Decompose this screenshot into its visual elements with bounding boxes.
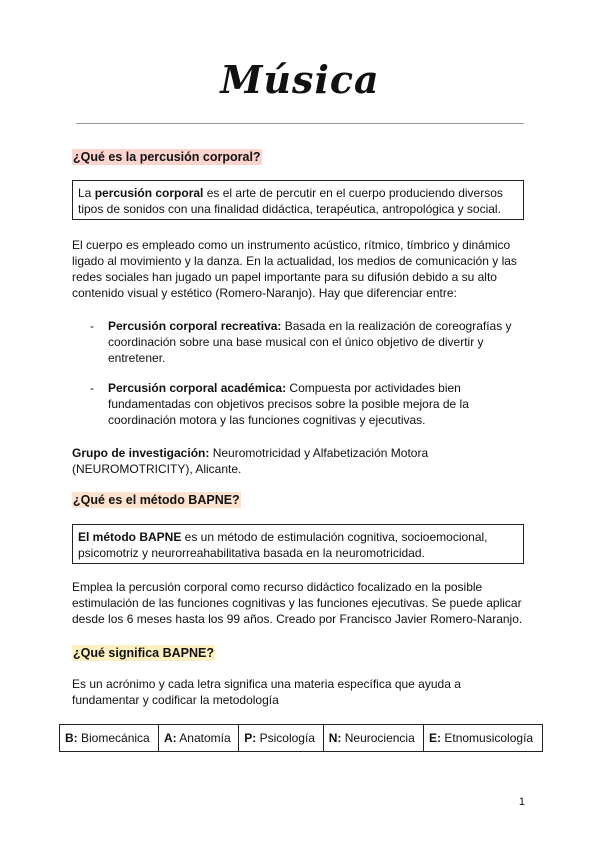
table-cell-e [424,725,543,752]
bullet-recreativa [90,318,526,366]
cell-letter: B: [65,731,78,745]
cell-meaning: Psicología [256,731,315,745]
section-heading-bapne [72,492,241,508]
table-cell-n [323,725,423,752]
bullet-academica [90,380,526,428]
research-group [72,445,528,477]
table-row [60,725,543,752]
table-cell-b [60,725,159,752]
table-cell-a [158,725,238,752]
cell-letter: P: [244,731,257,745]
bapne-table [59,724,543,752]
bullet-dash: - [90,319,94,333]
cell-letter: A: [163,731,177,745]
research-group-label: Grupo de investigación: [72,446,210,460]
cell-meaning: Etnomusicología [441,731,534,745]
bullet-term: Percusión corporal recreativa: [108,319,282,333]
page-title: Música [220,57,380,102]
cell-meaning: Anatomía [176,731,231,745]
title-divider [76,123,524,124]
section-heading-significa [72,645,215,661]
cell-letter: N: [328,731,342,745]
research-group-text: Neuromotricidad y Alfabetización Motora (NEUROMOTRICITY), Alicante. [72,446,429,476]
bullet-text: Basada en la realización de coreografías y coordinación sobre una base musical con el único objetivo de divertir y entretener. [108,319,512,365]
heading-text: ¿Qué significa BAPNE? [73,646,214,660]
cell-meaning: Neurociencia [341,731,415,745]
bullet-term: Percusión corporal académica: [108,381,287,395]
heading-text: ¿Qué es el método BAPNE? [73,493,240,507]
page-number: 1 [518,796,525,808]
paragraph-acronimo: Es un acrónimo y cada letra significa una materia específica que ayuda a fundamentar y codificar la metodología [72,677,461,707]
paragraph-cuerpo: El cuerpo es empleado como un instrumento acústico, rítmico, tímbrico y dinámico ligado al movimiento y la danza. En la actualidad, los medios de comunicación y las redes sociales han jugado un papel importante para su difusión debido a su alto contenido visual y estético (Romero-Naranjo). Hay que diferenciar entre: [72,238,517,300]
table-cell-p [239,725,323,752]
box-term: percusión corporal [94,186,204,200]
definition-box-percusion [72,180,524,220]
section-heading-percusion [72,149,262,165]
bullet-text: Compuesta por actividades bien fundamentadas con objetivos precisos sobre la posible mejora de la coordinación motora y las funciones cognitivas y ejecutivas. [108,381,469,427]
box-text-post: es un método de estimulación cognitiva, socioemocional, psicomotriz y neurorreahabilitativa basada en la neuromotricidad. [78,530,488,560]
box-text-post: es el arte de percutir en el cuerpo produciendo diversos tipos de sonidos con una finalidad didáctica, terapéutica, antropológica y social. [78,186,503,216]
box-term: El método BAPNE [78,530,182,544]
paragraph-emplea: Emplea la percusión corporal como recurso didáctico focalizado en la posible estimulación de las funciones cognitivas y las funciones ejecutivas. Se puede aplicar desde los 6 meses hasta los 99 años. Creado por Francisco Javier Romero-Naranjo. [72,580,523,626]
cell-meaning: Biomecánica [77,731,150,745]
box-text-pre: La [78,186,95,200]
definition-box-bapne [72,524,524,564]
cell-letter: E: [429,731,442,745]
bullet-dash: - [90,381,94,395]
heading-text: ¿Qué es la percusión corporal? [73,150,261,164]
